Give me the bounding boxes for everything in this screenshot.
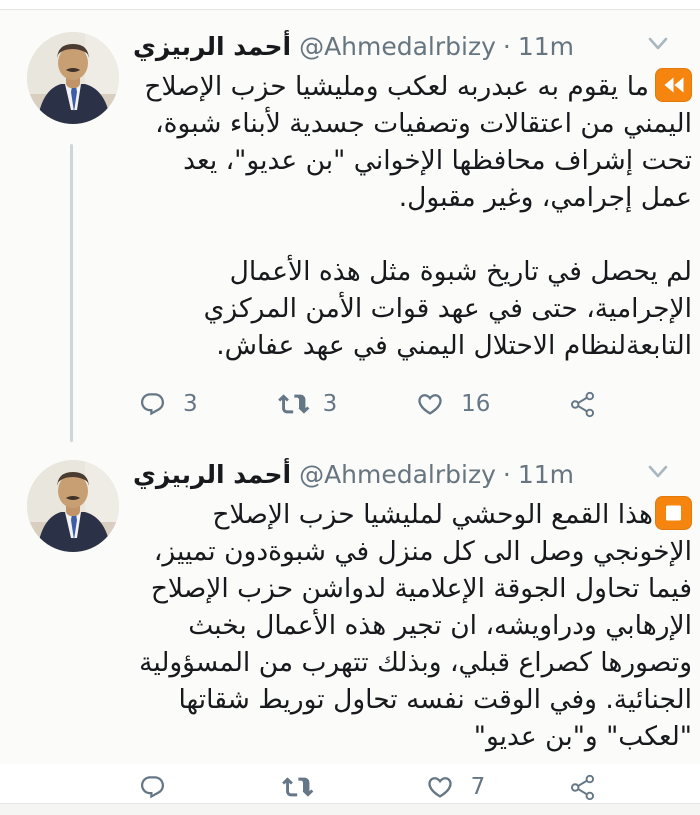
share-icon [569, 391, 596, 418]
tweet-action-bar [139, 771, 596, 803]
heart-icon [416, 390, 444, 418]
meta-separator: · [502, 32, 511, 61]
tweet-meta [299, 460, 574, 489]
reply-button[interactable] [139, 391, 199, 418]
share-button[interactable] [569, 774, 596, 801]
retweet-button[interactable] [282, 773, 342, 801]
tweet-content [133, 460, 692, 803]
tweet-paragraph: لم يحصل في تاريخ شبوة مثل هذه الأعمال الإجرامية، حتى في عهد قوات الأمن المركزي التابعةلنظام الاحتلال اليمني في عهد عفاش. [203, 256, 692, 361]
profile-photo-illustration [27, 32, 119, 124]
display-name[interactable]: أحمد الربيزي [133, 32, 292, 61]
like-count: 7 [470, 774, 486, 800]
share-button[interactable] [569, 391, 596, 418]
like-button[interactable] [416, 390, 490, 418]
tweet-menu-button[interactable] [646, 464, 670, 480]
tweet-menu-button[interactable] [646, 36, 670, 52]
avatar[interactable] [27, 32, 119, 124]
like-button[interactable] [426, 773, 486, 801]
avatar-column [27, 460, 119, 803]
avatar[interactable] [27, 460, 119, 552]
reply-icon [139, 391, 166, 418]
thread-line [70, 144, 73, 442]
user-handle[interactable]: @Ahmedalrbizy [299, 32, 496, 61]
tweet-paragraph: ما يقوم به عبدربه لعكب ومليشيا حزب الإصلاح اليمني من اعتقالات وتصفيات جسدية لأبناء شبوة، تحت إشراف محافظها الإخواني "بن عديو"، يعد عمل إجرامي، وغير مقبول. [144, 71, 692, 213]
reply-count: 3 [183, 391, 198, 417]
retweet-icon [282, 773, 310, 801]
tweet[interactable] [0, 420, 700, 803]
tweet-header [133, 32, 692, 66]
profile-photo-illustration [27, 460, 119, 552]
display-name[interactable]: أحمد الربيزي [133, 460, 292, 489]
tweet-header [133, 460, 692, 494]
tweet-meta [299, 32, 574, 61]
chevron-down-icon [646, 464, 670, 480]
retweet-count: 3 [322, 391, 338, 417]
stop-button-emoji [655, 496, 692, 530]
tweet-text [133, 68, 692, 364]
tweet-paragraph: هذا القمع الوحشي لمليشيا حزب الإصلاح الإخونجي وصل الى كل منزل في شبوةدون تمييز، فيما تحاول الجوقة الإعلامية لدواشن حزب الإصلاح الإرهابي ودراويشه، ان تجير هذه الأعمال بخبث وتصورها كصراع قبلي، وبذلك تتهرب من المسؤولية الجنائية. وفي الوقت نفسه تحاول توريط شقاتها "لعكب" و"بن عديو" [139, 499, 692, 752]
tweet-content [133, 32, 692, 420]
reply-icon [139, 774, 166, 801]
top-divider-strip [0, 0, 700, 10]
tweet-action-bar [139, 388, 596, 420]
reply-button[interactable] [139, 774, 199, 801]
timestamp: 11m [517, 32, 575, 61]
like-count: 16 [461, 391, 491, 417]
avatar-column [27, 32, 119, 420]
user-handle[interactable]: @Ahmedalrbizy [299, 460, 496, 489]
heart-icon [426, 773, 454, 801]
fast-reverse-button-emoji [655, 68, 692, 102]
bottom-divider-strip [0, 803, 700, 815]
share-icon [569, 774, 596, 801]
meta-separator: · [502, 460, 511, 489]
tweet-text [133, 496, 692, 755]
tweet-thread [0, 10, 700, 803]
timestamp: 11m [517, 460, 575, 489]
chevron-down-icon [646, 36, 670, 52]
tweet[interactable] [0, 10, 700, 420]
retweet-icon [278, 390, 306, 418]
retweet-button[interactable] [278, 390, 338, 418]
